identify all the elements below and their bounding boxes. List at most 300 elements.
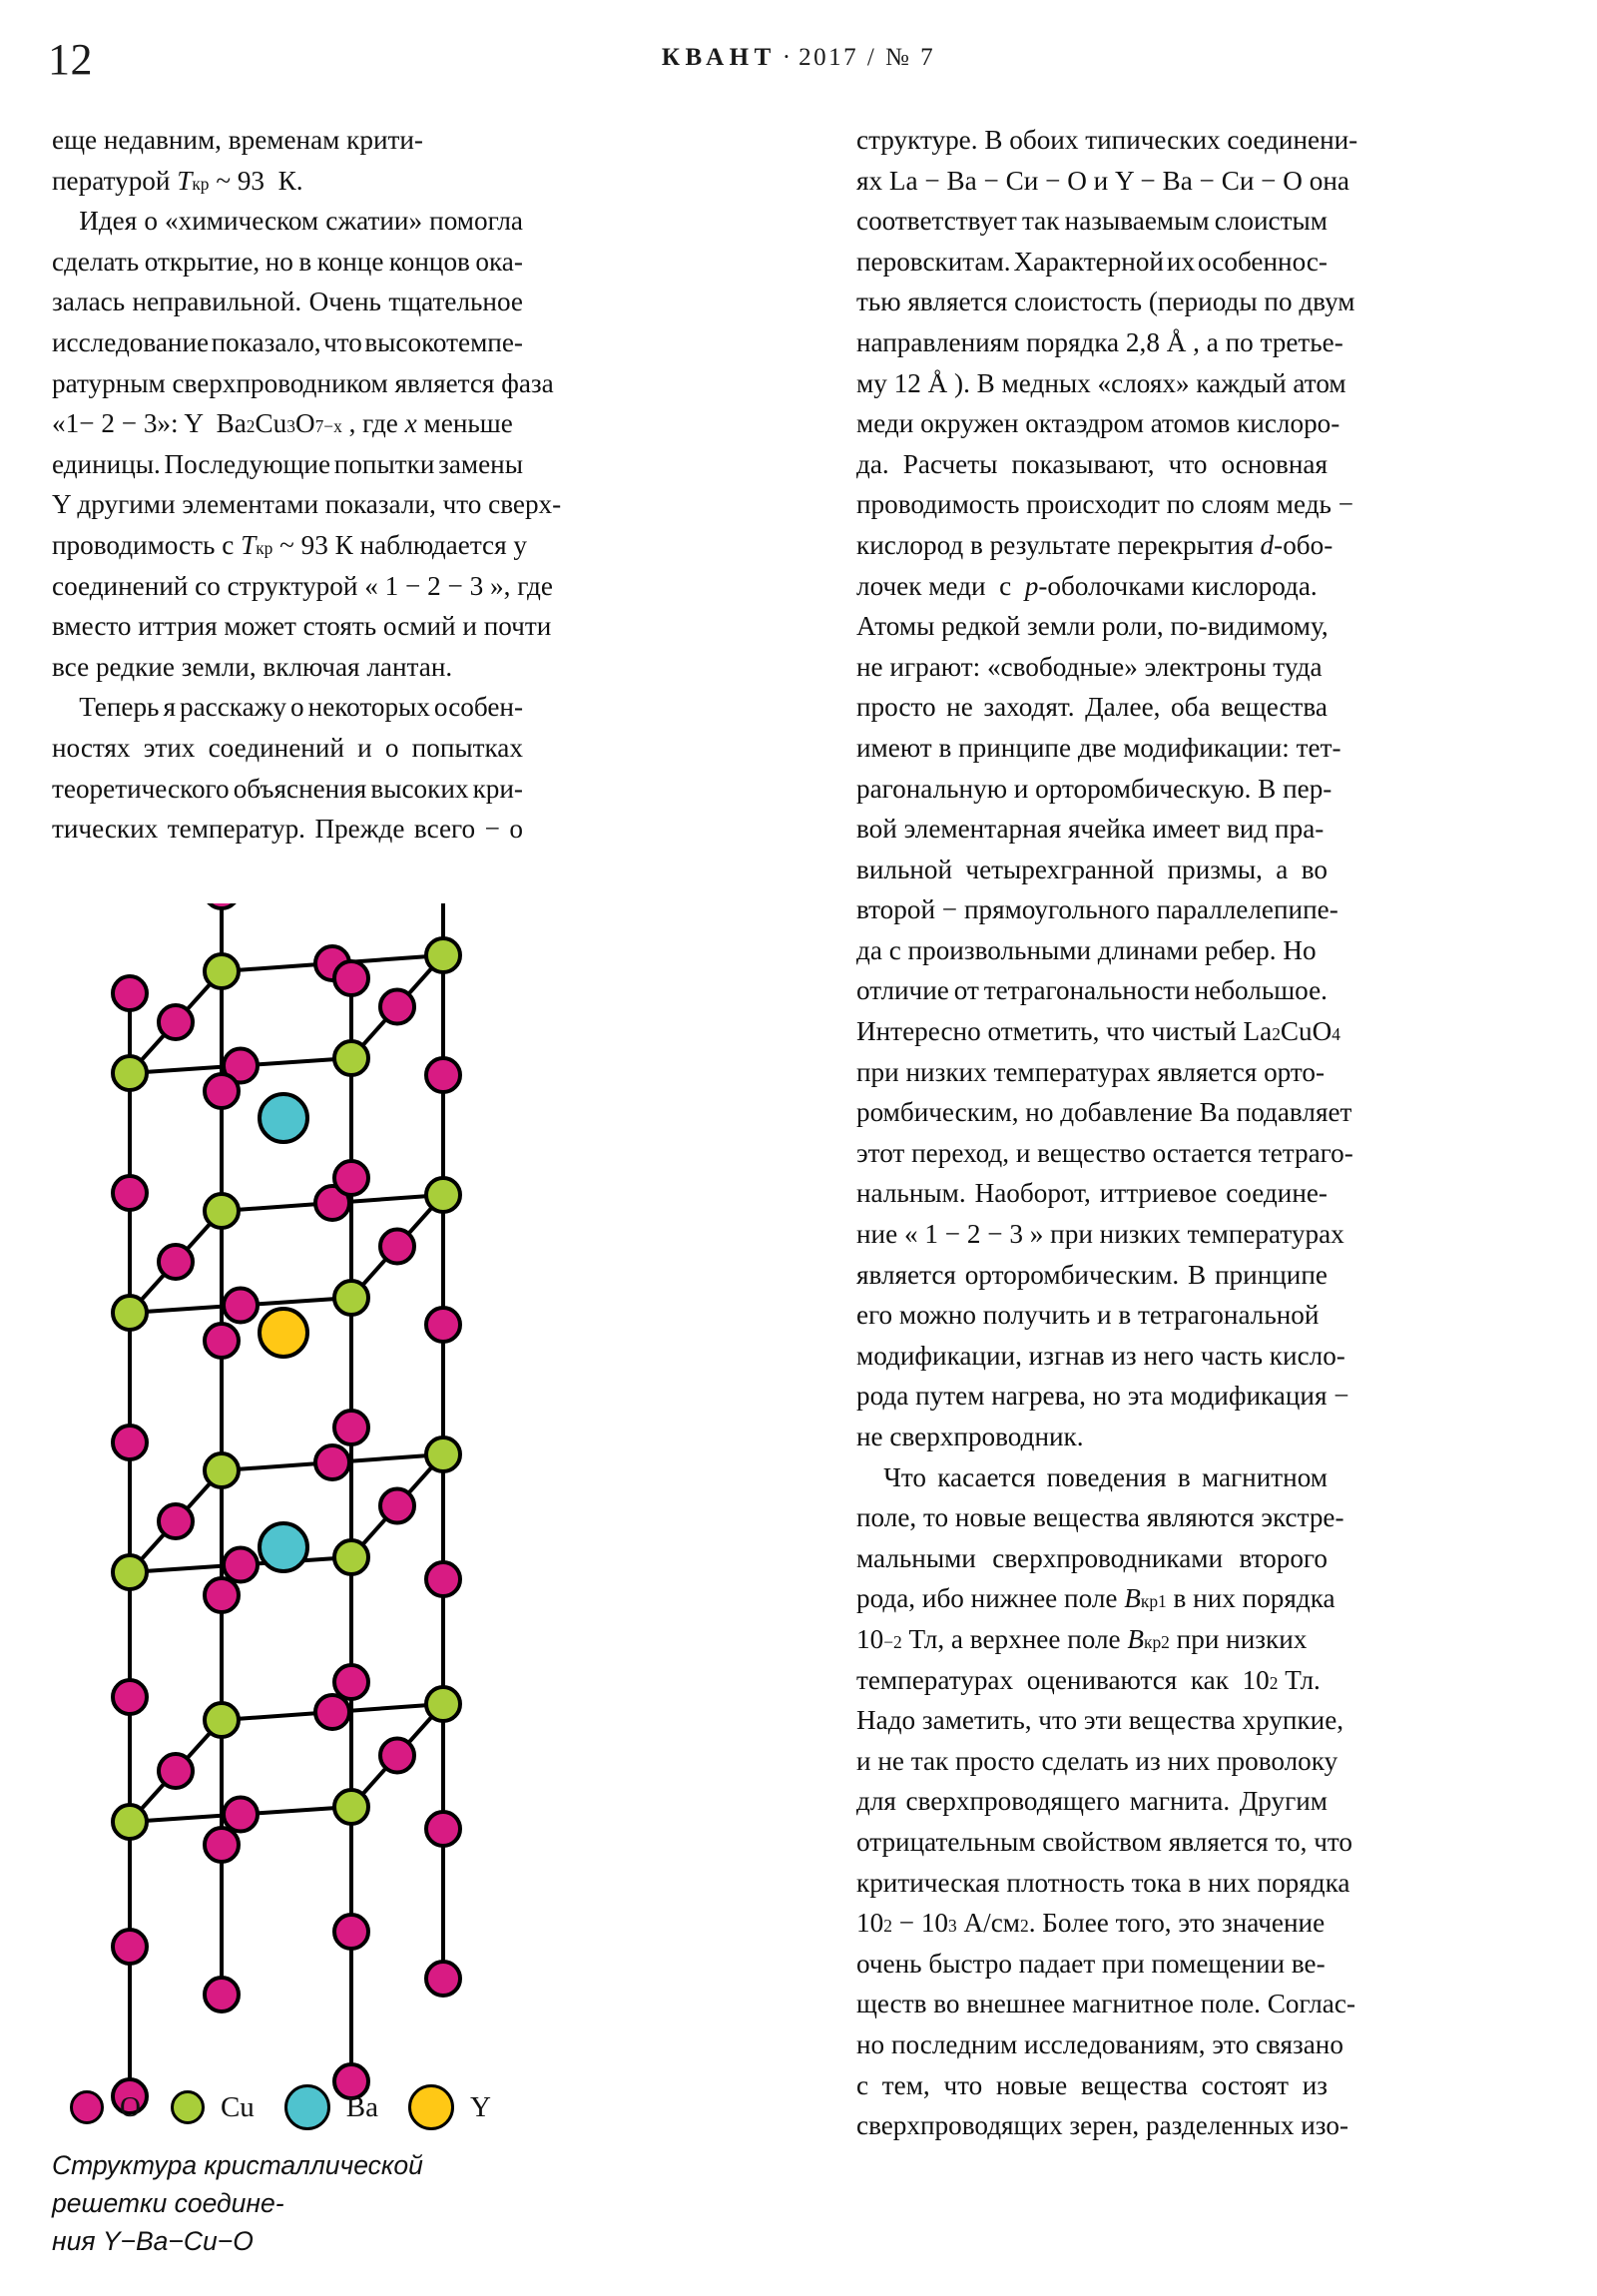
oxygen-atom — [334, 1411, 368, 1444]
copper-atom — [205, 954, 239, 988]
text-run: что — [943, 2069, 983, 2100]
text-run: этот переход, и вещество остается тетраго- — [856, 1137, 1353, 1168]
text-run: показывают, — [1011, 448, 1155, 479]
crystal-lattice-figure — [52, 903, 531, 2161]
text-run: Идея — [52, 206, 138, 237]
text-run: и — [357, 732, 372, 763]
text-run: сжатии» — [325, 206, 423, 237]
oxygen-atom — [426, 1058, 460, 1092]
text-run: поле, то новые вещества являются экстре- — [856, 1502, 1344, 1533]
copper-atom — [334, 1041, 368, 1075]
text-run: «1− 2 − 3»: Y Ba — [52, 408, 247, 439]
text-run: лочек меди с — [856, 570, 1025, 601]
text-line — [52, 809, 523, 850]
text-run: четырехгранной — [965, 854, 1155, 884]
text-run: температурах оцениваются как 10 — [856, 1664, 1270, 1695]
text-line — [52, 363, 554, 404]
oxygen-atom — [205, 1578, 239, 1612]
text-run: объяснения — [233, 773, 367, 804]
copper-atom — [205, 1703, 239, 1737]
copper-atom — [113, 1555, 147, 1589]
text-run: их — [1166, 246, 1196, 277]
oxygen-atom — [380, 1489, 414, 1523]
legend-item-cu — [171, 2090, 284, 2124]
caption-line-2: ния Y−Ba−Cu−O — [52, 2226, 254, 2256]
legend-label: O — [120, 2090, 141, 2123]
text-run: тью является слоистость (периоды по двум — [856, 287, 1355, 317]
text-run: Тл, а верхнее поле — [901, 1623, 1128, 1654]
yttrium-atom — [260, 1309, 307, 1357]
text-run: пературой — [52, 165, 178, 196]
text-run: призмы, — [1167, 854, 1263, 884]
text-run: температур. — [167, 814, 305, 845]
text-line: проводимость с T кр ~ 93 К наблюдается у — [52, 525, 523, 566]
text-run: соединений со структурой « 1 − 2 − 3 », где — [52, 570, 553, 601]
oxygen-atom — [205, 1074, 239, 1108]
text-run: вещества — [1080, 2069, 1188, 2100]
text-run: слоистым — [1214, 206, 1328, 237]
text-line — [856, 769, 1332, 810]
text-run: нальным. — [856, 1178, 966, 1209]
running-head — [0, 28, 1597, 88]
text-line — [856, 1295, 1328, 1336]
copper-atom — [334, 1540, 368, 1574]
text-run: d — [1260, 529, 1275, 560]
text-run: 10 — [856, 1623, 884, 1654]
text-run: ока- — [475, 246, 523, 277]
text-run: Cu — [255, 408, 287, 439]
text-line — [856, 282, 1355, 322]
text-run: Наоборот, — [974, 1178, 1091, 1209]
text-run: тщательное — [388, 287, 523, 317]
text-run: открытие, — [144, 246, 261, 277]
text-run: ~ 93 К. — [209, 165, 303, 196]
text-run: теоретического — [52, 773, 230, 804]
legend-swatch-y-icon — [408, 2084, 454, 2130]
text-run: 10 — [856, 1908, 884, 1939]
oxygen-atom — [113, 1176, 147, 1210]
text-run: так — [1021, 206, 1060, 237]
text-line — [52, 322, 523, 363]
copper-atom — [334, 1790, 368, 1824]
text-line — [856, 1984, 1355, 2024]
text-run: высоких — [370, 773, 469, 804]
copper-atom — [426, 1437, 460, 1471]
text-run: сверхпроводниками — [992, 1542, 1224, 1573]
oxygen-atom — [205, 1828, 239, 1862]
text-line — [52, 282, 523, 322]
text-run: структуре. В обоих типических соединени- — [856, 125, 1358, 155]
text-line — [856, 566, 1328, 607]
barium-atom — [260, 1523, 307, 1571]
text-line — [856, 1538, 1328, 1579]
text-run: Последующие — [164, 448, 331, 479]
legend-item-ba — [284, 2084, 408, 2130]
text-line — [52, 606, 552, 647]
text-run: проводимость с — [52, 529, 242, 560]
text-run: особеннос- — [1198, 246, 1328, 277]
oxygen-atom — [113, 1680, 147, 1714]
text-run: рода путем нагрева, но эта модификация − — [856, 1381, 1349, 1412]
legend-swatch-o-icon — [70, 2090, 104, 2124]
text-run: при низких — [1169, 1623, 1308, 1654]
text-run: кислород в результате перекрытия — [856, 529, 1261, 560]
text-line: «1− 2 − 3»: Y Ba 2 Cu 3 O 7−x , где x меньше — [52, 403, 523, 444]
text-line — [856, 363, 1346, 404]
copper-atom — [426, 938, 460, 972]
page-number: 12 — [48, 35, 93, 84]
copper-atom — [205, 1453, 239, 1487]
copper-atom — [113, 1296, 147, 1330]
text-run: сверхпроводящего — [905, 1786, 1121, 1817]
text-run: Далее, — [1085, 692, 1161, 723]
text-run: имеют в принципе две модификации: тет- — [856, 732, 1341, 763]
text-run: орторомбическим. — [964, 1259, 1180, 1290]
legend-label: Ba — [345, 2090, 379, 2123]
text-line — [52, 728, 523, 769]
text-run: Тл. — [1278, 1664, 1321, 1695]
oxygen-atom — [113, 976, 147, 1010]
text-run: конце — [316, 246, 384, 277]
text-run: перовскитам. — [856, 246, 1011, 277]
text-line — [856, 1092, 1352, 1133]
text-line — [856, 322, 1343, 363]
text-line — [856, 1336, 1345, 1377]
text-run: критическая плотность тока в них порядка — [856, 1867, 1350, 1898]
text-run: меньше — [416, 408, 513, 439]
text-run: но — [265, 246, 293, 277]
copper-atom — [205, 1194, 239, 1228]
text-run: сделать — [52, 246, 140, 277]
text-run: O — [294, 408, 315, 439]
text-line: пературой T кр ~ 93 К. — [52, 161, 523, 202]
text-run: А/см — [956, 1908, 1020, 1939]
text-run: − — [484, 814, 500, 845]
text-run: заходят. — [983, 692, 1075, 723]
text-run: неправильной. — [132, 287, 302, 317]
text-run: о — [384, 732, 399, 763]
text-run: что — [323, 326, 362, 357]
oxygen-atom — [426, 1562, 460, 1596]
text-run: тем, — [881, 2069, 930, 2100]
text-run: помогла — [429, 206, 523, 237]
text-run: для — [856, 1786, 896, 1817]
text-run: касается — [937, 1461, 1036, 1492]
text-run: B — [1124, 1583, 1141, 1614]
journal-line — [0, 44, 1597, 72]
text-run: ~ 93 К наблюдается у — [272, 529, 527, 560]
text-line — [856, 1214, 1344, 1255]
text-run: Интересно отметить, что чистый La — [856, 1016, 1273, 1047]
text-run: новые — [995, 2069, 1068, 2100]
text-run: модификации, изгнав из него часть кисло- — [856, 1340, 1345, 1371]
text-run: второго — [1239, 1542, 1328, 1573]
text-run: расскажу — [179, 692, 287, 723]
figure-legend — [52, 2084, 531, 2130]
text-run: направлениям порядка 2,8 Å , а по третье- — [856, 326, 1343, 357]
oxygen-atom — [159, 1245, 193, 1279]
text-run: да с произвольными длинами ребер. Но — [856, 934, 1317, 965]
text-run: . Более того, это значение — [1028, 1908, 1326, 1939]
text-run: этих — [143, 732, 196, 763]
text-run: -обо- — [1274, 529, 1333, 560]
text-run: второй − прямоугольного параллелепипе- — [856, 894, 1338, 925]
text-run: B — [1127, 1623, 1145, 1654]
text-run: Очень — [308, 287, 381, 317]
text-run: а — [1276, 854, 1289, 884]
copper-atom — [426, 1687, 460, 1721]
text-run: «химическом — [165, 206, 319, 237]
text-run: проводимость происходит по слоям медь − — [856, 489, 1354, 520]
text-line — [856, 647, 1328, 688]
text-line — [52, 201, 523, 242]
text-run: некоторых — [307, 692, 430, 723]
text-line — [856, 1417, 1328, 1457]
text-line: Интересно отметить, что чистый La 2 CuO 4 — [856, 1011, 1328, 1052]
text-run: основная — [1221, 448, 1328, 479]
text-run: В — [1188, 1259, 1207, 1290]
text-line — [856, 1700, 1344, 1741]
text-run: о — [509, 814, 523, 845]
text-line — [856, 403, 1340, 444]
text-run: сверхпроводящих зерен, разделенных изо- — [856, 2110, 1348, 2141]
text-run: небольшое. — [1194, 975, 1328, 1006]
text-line — [856, 1781, 1328, 1822]
oxygen-atom — [426, 1962, 460, 1996]
text-run: что — [1168, 448, 1208, 479]
text-run: от — [953, 975, 979, 1006]
text-line — [856, 525, 1333, 566]
oxygen-atom — [113, 1426, 147, 1459]
text-run: иттриевое — [1099, 1178, 1218, 1209]
legend-swatch-ba-icon — [284, 2084, 330, 2130]
text-run: попытки — [333, 448, 435, 479]
oxygen-atom — [426, 1308, 460, 1342]
body-column-right — [856, 120, 1358, 2146]
text-run: да. — [856, 448, 889, 479]
text-run: с — [856, 2069, 869, 2100]
text-run: p — [1024, 570, 1039, 601]
text-run: состоят — [1201, 2069, 1289, 2100]
oxygen-atom — [380, 1739, 414, 1773]
text-line — [856, 1944, 1328, 1985]
text-run: -оболочками кислорода. — [1038, 570, 1318, 601]
text-run: из — [1302, 2069, 1328, 2100]
oxygen-atom — [159, 1504, 193, 1538]
text-run: высокотемпе- — [364, 326, 523, 357]
text-line — [856, 1133, 1353, 1174]
text-run: особен- — [433, 692, 523, 723]
copper-atom — [334, 1281, 368, 1315]
oxygen-atom — [224, 1289, 258, 1323]
text-line — [856, 2024, 1343, 2065]
oxygen-atom — [205, 1324, 239, 1358]
text-run: x — [404, 408, 417, 439]
text-run: называемым — [1064, 206, 1210, 237]
lattice-atoms — [113, 903, 460, 2113]
text-line — [856, 1052, 1328, 1093]
text-run: соответствует — [856, 206, 1017, 237]
text-run: в — [1177, 1461, 1191, 1492]
text-run: меди окружен октаэдром атомов кислоро- — [856, 408, 1340, 439]
legend-label: Y — [470, 2090, 491, 2123]
text-line — [52, 242, 523, 283]
oxygen-atom — [334, 961, 368, 995]
text-line — [856, 1255, 1328, 1296]
text-run: ностях — [52, 732, 131, 763]
text-run: T — [177, 165, 193, 196]
text-run: замены — [438, 448, 523, 479]
text-run: во — [1301, 854, 1328, 884]
text-line — [52, 120, 523, 161]
text-run: исследование — [52, 326, 210, 357]
body-column-left — [52, 120, 562, 850]
text-run: магнита. — [1129, 1786, 1231, 1817]
oxygen-atom — [205, 1978, 239, 2011]
text-line — [856, 120, 1358, 161]
oxygen-atom — [380, 990, 414, 1024]
oxygen-atom — [334, 1665, 368, 1699]
text-run: не — [946, 692, 973, 723]
text-line — [52, 647, 523, 688]
text-run: ромбическим, но добавление Ва подавляет — [856, 1097, 1352, 1128]
text-line — [856, 1822, 1352, 1863]
text-run: вместо иттрия может стоять осмий и почти — [52, 611, 552, 642]
legend-item-y — [408, 2084, 521, 2130]
text-run: в — [298, 246, 312, 277]
text-line: температурах оцениваются как 10 2 Тл. — [856, 1660, 1328, 1701]
text-line — [856, 1863, 1350, 1904]
text-run: является — [856, 1259, 956, 1290]
text-run: еще недавним, временам крити- — [52, 125, 423, 155]
text-run: соединений — [208, 732, 344, 763]
text-line — [856, 850, 1328, 890]
text-line — [856, 444, 1328, 485]
text-run: кри- — [472, 773, 523, 804]
text-line — [856, 1457, 1328, 1498]
text-run: вильной — [856, 854, 953, 884]
crystal-lattice-svg — [52, 903, 531, 2161]
text-run: всего — [413, 814, 476, 845]
text-line — [856, 930, 1328, 971]
journal-separator: · — [782, 44, 794, 71]
text-run: концов — [388, 246, 470, 277]
text-line — [52, 769, 523, 810]
text-run: и не так просто сделать из них проволоку — [856, 1745, 1338, 1776]
oxygen-atom — [159, 1005, 193, 1039]
text-line — [856, 889, 1338, 930]
text-run: тических — [52, 814, 159, 845]
oxygen-atom — [224, 1798, 258, 1832]
text-line — [856, 242, 1328, 283]
oxygen-atom — [380, 1230, 414, 1264]
text-line — [856, 1741, 1338, 1782]
oxygen-atom — [113, 1930, 147, 1964]
text-run: Характерной — [1013, 246, 1164, 277]
text-line — [856, 728, 1341, 769]
text-run: − 10 — [891, 1908, 949, 1939]
oxygen-atom — [224, 1548, 258, 1582]
text-line — [856, 970, 1328, 1011]
text-run: очень быстро падает при помещении ве- — [856, 1948, 1326, 1979]
text-line — [856, 161, 1349, 202]
text-line — [856, 2105, 1348, 2146]
figure-caption — [52, 2146, 541, 2260]
text-run: соедине- — [1226, 1178, 1328, 1209]
text-run: попытках — [411, 732, 523, 763]
text-run: принципе — [1215, 1259, 1328, 1290]
text-run: мальными — [856, 1542, 976, 1573]
text-run: залась — [52, 287, 126, 317]
oxygen-atom — [315, 1695, 349, 1729]
text-line — [856, 201, 1328, 242]
text-run: не играют: «свободные» электроны туда — [856, 651, 1323, 682]
text-run: все редкие земли, включая лантан. — [52, 651, 453, 682]
legend-item-o — [70, 2090, 171, 2124]
legend-swatch-cu-icon — [171, 2090, 205, 2124]
text-run: при низких температурах является орто- — [856, 1056, 1326, 1087]
text-run: Расчеты — [902, 448, 998, 479]
text-run: Теперь — [52, 692, 160, 723]
text-run: показало, — [211, 326, 321, 357]
text-run: Другим — [1239, 1786, 1328, 1817]
text-run: оба — [1171, 692, 1211, 723]
text-line — [856, 2065, 1328, 2106]
text-run: рода, ибо нижнее поле — [856, 1583, 1125, 1614]
text-run: рагональную и орторомбическую. В пер- — [856, 773, 1332, 804]
text-line — [52, 484, 562, 525]
oxygen-atom — [159, 1754, 193, 1788]
text-run: вещества — [1221, 692, 1328, 723]
text-run: его можно получить и в тетрагональной — [856, 1300, 1320, 1331]
text-run: магнитном — [1201, 1461, 1328, 1492]
oxygen-atom — [205, 903, 239, 908]
text-line — [856, 687, 1328, 728]
text-run: отрицательным свойством является то, что — [856, 1826, 1352, 1857]
text-line — [856, 484, 1354, 525]
text-line — [856, 606, 1328, 647]
text-run: , где — [341, 408, 405, 439]
text-line — [52, 444, 523, 485]
text-line — [52, 687, 523, 728]
text-run: ществ во внешнее магнитное поле. Соглас- — [856, 1989, 1355, 2019]
text-run: единицы. — [52, 448, 161, 479]
text-line — [856, 1376, 1349, 1417]
journal-title: КВАНТ — [661, 44, 777, 71]
text-run: Атомы редкой земли роли, по-видимому, — [856, 611, 1329, 642]
barium-atom — [260, 1094, 307, 1142]
text-run: ратурным сверхпроводником является фаза — [52, 367, 554, 398]
text-run: тетрагональности — [983, 975, 1190, 1006]
text-line — [856, 1497, 1344, 1538]
oxygen-atom — [334, 1915, 368, 1949]
text-line: 10 2 − 10 3 А/см 2 . Более того, это значение — [856, 1903, 1328, 1944]
oxygen-atom — [315, 1445, 349, 1479]
text-run: Что — [856, 1461, 926, 1492]
journal-issue: 2017 / № 7 — [798, 44, 936, 71]
text-run: в них порядка — [1166, 1583, 1335, 1614]
text-run: я — [163, 692, 176, 723]
legend-row — [52, 2084, 531, 2130]
text-line — [856, 1173, 1328, 1214]
copper-atom — [113, 1056, 147, 1090]
caption-line-1: Структура кристаллической решетки соедине- — [52, 2150, 423, 2218]
text-run: ях La − Ва − Си − О и Y − Ва − Си − О она — [856, 165, 1349, 196]
text-run: Y другими элементами показали, что сверх- — [52, 489, 562, 520]
text-run: Прежде — [314, 814, 405, 845]
text-run: CuO — [1280, 1016, 1332, 1047]
text-line: 10 −2 Тл, а верхнее поле B кр2 при низких — [856, 1619, 1328, 1660]
